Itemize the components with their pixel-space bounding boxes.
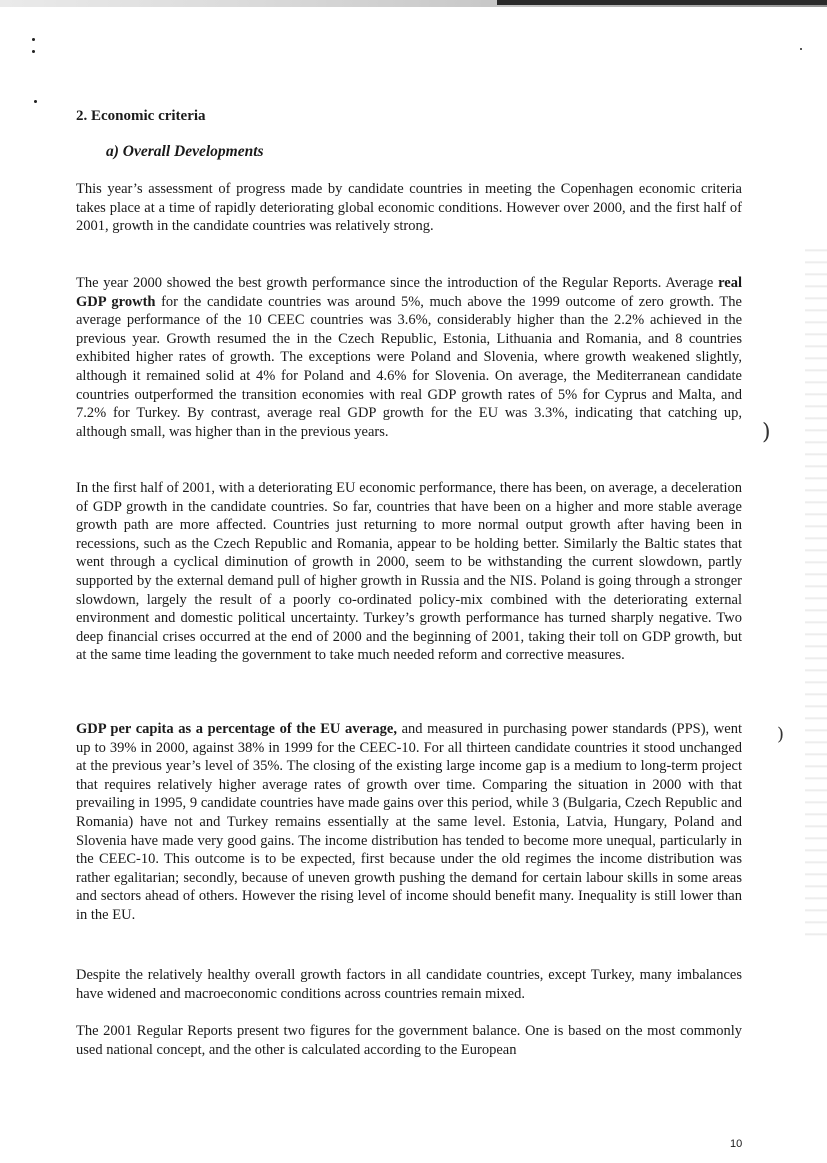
paragraph-first-half-2001 [76, 479, 742, 665]
page-number: 10 [730, 1138, 743, 1150]
paragraph-text: The year 2000 showed the best growth performance since the introduction of the Regular Reports. Average [76, 275, 719, 291]
subsection-heading: a) Overall Developments [106, 143, 264, 160]
paragraph-text: The 2001 Regular Reports present two figures for the government balance. One is based on the most commonly used national concept, and the other is calculated according to the European [76, 1023, 742, 1058]
margin-bracket-mark: ) [777, 724, 785, 745]
section-heading: 2. Economic criteria [76, 108, 206, 124]
scan-edge-bar [497, 0, 827, 5]
paragraph-text: and measured in purchasing power standards (PPS), went up to 39% in 2000, against 38% in 1999 for the CEEC-10. For all thirteen candidate countries it stood unchanged at the previous year’s level of 35%. The closing of the existing large income gap is a medium to long-term project that requires relatively higher average rates of growth over time. Comparing the situation in 2000 with that prevailing in 1995, 9 candidate countries have made gains over this period, while 3 (Bulgaria, Czech Republic and Romania) have not and Turkey remains essentially at the same level. Estonia, Latvia, Hungary, Poland and Slovenia have made very good gains. The income distribution has tended to become more unequal, particularly in the CEEC-10. This outcome is to be expected, first because under the old regimes the income distribution was rather egalitarian; secondly, because of uneven growth pushing the demand for certain labour skills in some areas and sectors ahead of others. However the rising level of income should benefit many. Inequality is still lower than in the EU. [76, 721, 742, 923]
paragraph-text: for the candidate countries was around 5%, much above the 1999 outcome of zero growth. The average performance of the 10 CEEC countries was 3.6%, considerably higher than the 2.2% achieved in the previous year. Growth resumed the in the Czech Republic, Estonia, Lithuania and Romania, and 8 countries exhibited higher rates of growth. The exceptions were Poland and Slovenia, where growth weakened slightly, although it remained solid at 4% for Poland and 4.6% for Slovenia. On average, the Mediterranean candidate countries outperformed the transition economies with real GDP growth rates of 5% for Cyprus and Malta, and 7.2% for Turkey. By contrast, average real GDP growth for the EU was 3.3%, indicating that catching up, although small, was higher than in the previous years. [76, 293, 742, 440]
margin-bracket-mark: ) [762, 420, 771, 445]
paragraph-imbalances [76, 966, 742, 1003]
bold-term-real-gdp-growth: real GDP growth [76, 275, 742, 310]
scan-speck [32, 38, 35, 41]
paragraph-text: This year’s assessment of progress made by candidate countries in meeting the Copenhagen economic criteria takes place at a time of rapidly deteriorating global economic conditions. However over 2000, and the first half of 2001, growth in the candidate countries was relatively strong. [76, 181, 742, 235]
paragraph-text: Despite the relatively healthy overall growth factors in all candidate countries, except Turkey, many imbalances have widened and macroeconomic conditions across countries remain mixed. [76, 967, 742, 1002]
scan-edge-noise [805, 240, 827, 940]
scan-speck [32, 50, 35, 53]
paragraph-assessment-context [76, 180, 742, 236]
paragraph-text: In the first half of 2001, with a deteriorating EU economic performance, there has been, on average, a deceleration of GDP growth in the candidate countries. So far, countries that have been on a higher and more stable average growth path are more affected. Countries just returning to more normal output growth after having been in recessions, such as the Czech Republic and Romania, appear to be holding better. Similarly the Baltic states that went through a cyclical diminution of growth in 2000, seem to be withstanding the current slowdown, partly supported by the external demand pull of higher growth in Russia and the NIS. Poland is going through a stronger slowdown, largely the result of a poorly co-ordinated policy-mix combined with the deteriorating external environment and domestic political uncertainty. Turkey’s growth performance has turned sharply negative. Two deep financial crises occurred at the end of 2000 and the beginning of 2001, taking their toll on GDP growth, but at the same time leading the government to take much needed reform and corrective measures. [76, 480, 742, 664]
paragraph-growth-2000 [76, 274, 742, 441]
paragraph-government-balance [76, 1022, 742, 1059]
scan-speck [800, 48, 802, 50]
paragraph-gdp-per-capita [76, 720, 742, 925]
bold-term-gdp-per-capita: GDP per capita as a percentage of the EU average, [76, 721, 397, 737]
scan-speck [34, 100, 37, 103]
